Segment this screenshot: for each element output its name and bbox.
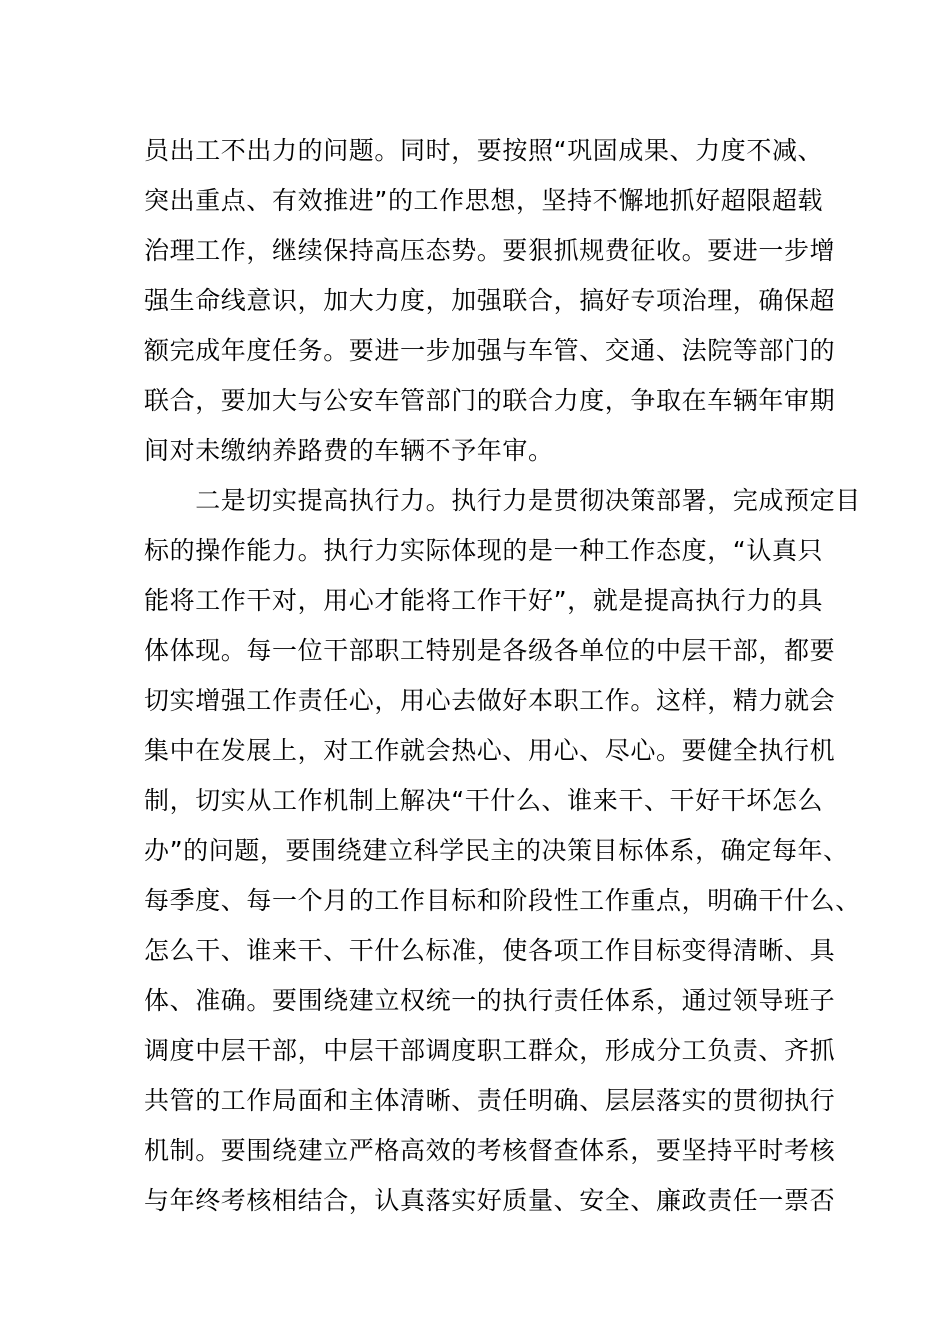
text-line: 怎么干、谁来干、干什么标准，使各项工作目标变得清晰、具 bbox=[144, 936, 836, 965]
text-line: 集中在发展上，对工作就会热心、用心、尽心。要健全执行机 bbox=[144, 736, 836, 765]
text-line: 强生命线意识，加大力度，加强联合，搞好专项治理，确保超 bbox=[144, 286, 836, 315]
text-line: 共管的工作局面和主体清晰、责任明确、层层落实的贯彻执行 bbox=[144, 1086, 836, 1115]
text-line: 能将工作干对，用心才能将工作干好”，就是提高执行力的具 bbox=[144, 586, 824, 615]
text-line: 切实增强工作责任心，用心去做好本职工作。这样，精力就会 bbox=[144, 686, 836, 715]
body-text bbox=[144, 126, 861, 1226]
paragraph-start-line: 二是切实提高执行力。执行力是贯彻决策部署，完成预定目 bbox=[144, 486, 861, 515]
text-line: 治理工作，继续保持高压态势。要狠抓规费征收。要进一步增 bbox=[144, 236, 836, 265]
text-line: 体体现。每一位干部职工特别是各级各单位的中层干部，都要 bbox=[144, 636, 836, 665]
text-line: 联合，要加大与公安车管部门的联合力度，争取在车辆年审期 bbox=[144, 386, 836, 415]
text-line: 员出工不出力的问题。同时，要按照“巩固成果、力度不减、 bbox=[144, 136, 824, 165]
text-line: 机制。要围绕建立严格高效的考核督查体系，要坚持平时考核 bbox=[144, 1136, 836, 1165]
text-line: 与年终考核相结合，认真落实好质量、安全、廉政责任一票否 bbox=[144, 1186, 836, 1215]
text-line: 制，切实从工作机制上解决“干什么、谁来干、干好干坏怎么 bbox=[144, 786, 824, 815]
text-line: 体、准确。要围绕建立权统一的执行责任体系，通过领导班子 bbox=[144, 986, 836, 1015]
text-line: 额完成年度任务。要进一步加强与车管、交通、法院等部门的 bbox=[144, 336, 836, 365]
text-line: 办”的问题，要围绕建立科学民主的决策目标体系，确定每年、 bbox=[144, 836, 849, 865]
text-line: 间对未缴纳养路费的车辆不予年审。 bbox=[144, 436, 554, 465]
text-line: 调度中层干部，中层干部调度职工群众，形成分工负责、齐抓 bbox=[144, 1036, 836, 1065]
text-line: 标的操作能力。执行力实际体现的是一种工作态度，“认真只 bbox=[144, 536, 824, 565]
text-line: 每季度、每一个月的工作目标和阶段性工作重点，明确干什么、 bbox=[144, 886, 861, 915]
text-line: 突出重点、有效推进”的工作思想，坚持不懈地抓好超限超载 bbox=[144, 186, 824, 215]
